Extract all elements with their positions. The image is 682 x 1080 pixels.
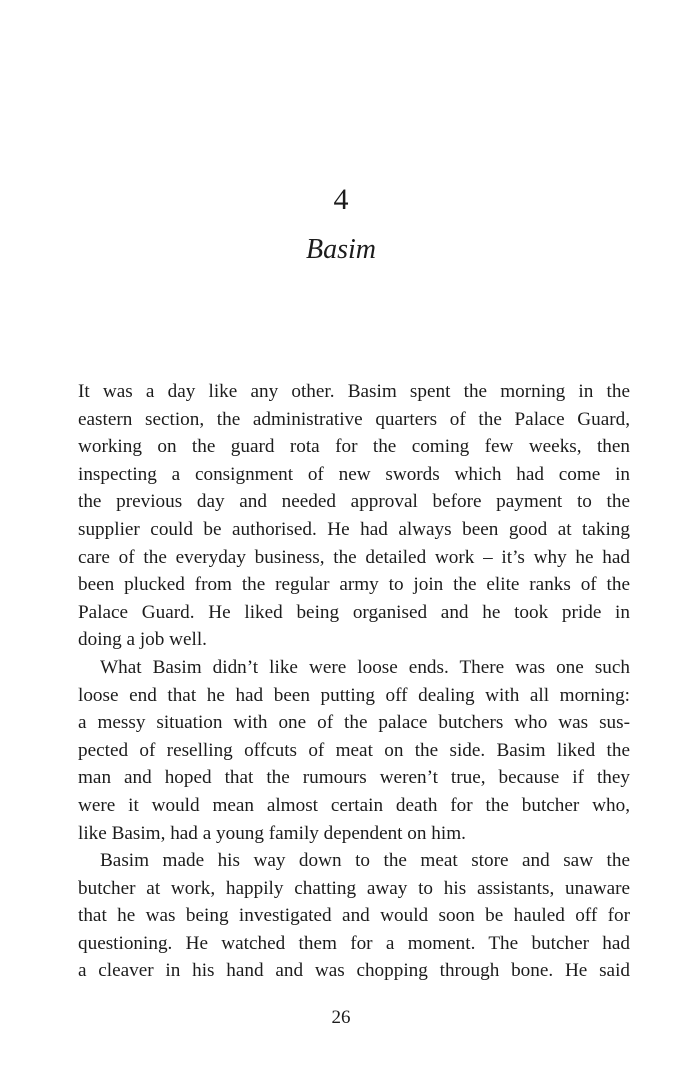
text-line: doing a job well. <box>78 629 207 651</box>
chapter-number: 4 <box>333 183 349 216</box>
text-line: inspecting a consignment of new swords which had come in <box>78 463 630 485</box>
text-line: pected of reselling offcuts of meat on the side. Basim liked the <box>78 739 630 761</box>
text-line: been plucked from the regular army to join the elite ranks of the <box>78 574 630 596</box>
text-line: Basim made his way down to the meat store and saw the <box>100 850 630 872</box>
text-line: were it would mean almost certain death for the butcher who, <box>78 794 630 816</box>
body-text <box>78 378 630 985</box>
page-number: 26 <box>331 1007 351 1028</box>
text-line: supplier could be authorised. He had always been good at taking <box>78 518 630 540</box>
paragraph-3 <box>78 847 630 985</box>
text-line: loose end that he had been putting off dealing with all morning: <box>78 684 630 706</box>
text-line: It was a day like any other. Basim spent the morning in the <box>78 381 630 402</box>
text-line: care of the everyday business, the detailed work – it’s why he had <box>78 546 630 568</box>
text-line: Palace Guard. He liked being organised and he took pride in <box>78 601 630 623</box>
text-line: a messy situation with one of the palace butchers who was sus- <box>78 712 630 734</box>
text-line: man and hoped that the rumours weren’t true, because if they <box>78 767 630 789</box>
text-line: like Basim, had a young family dependent on him. <box>78 822 466 844</box>
chapter-title: Basim <box>306 234 376 265</box>
text-line: questioning. He watched them for a moment. The butcher had <box>78 932 630 954</box>
paragraph-2 <box>78 654 630 847</box>
text-line: the previous day and needed approval before payment to the <box>78 491 630 513</box>
text-line: What Basim didn’t like were loose ends. There was one such <box>100 656 630 678</box>
text-line: working on the guard rota for the coming few weeks, then <box>78 436 630 458</box>
text-line: eastern section, the administrative quarters of the Palace Guard, <box>78 408 630 430</box>
paragraph-1 <box>78 378 630 654</box>
text-line: a cleaver in his hand and was chopping through bone. He said <box>78 960 630 982</box>
text-line: butcher at work, happily chatting away to his assistants, unaware <box>78 877 630 899</box>
text-line: that he was being investigated and would soon be hauled off for <box>78 905 630 927</box>
